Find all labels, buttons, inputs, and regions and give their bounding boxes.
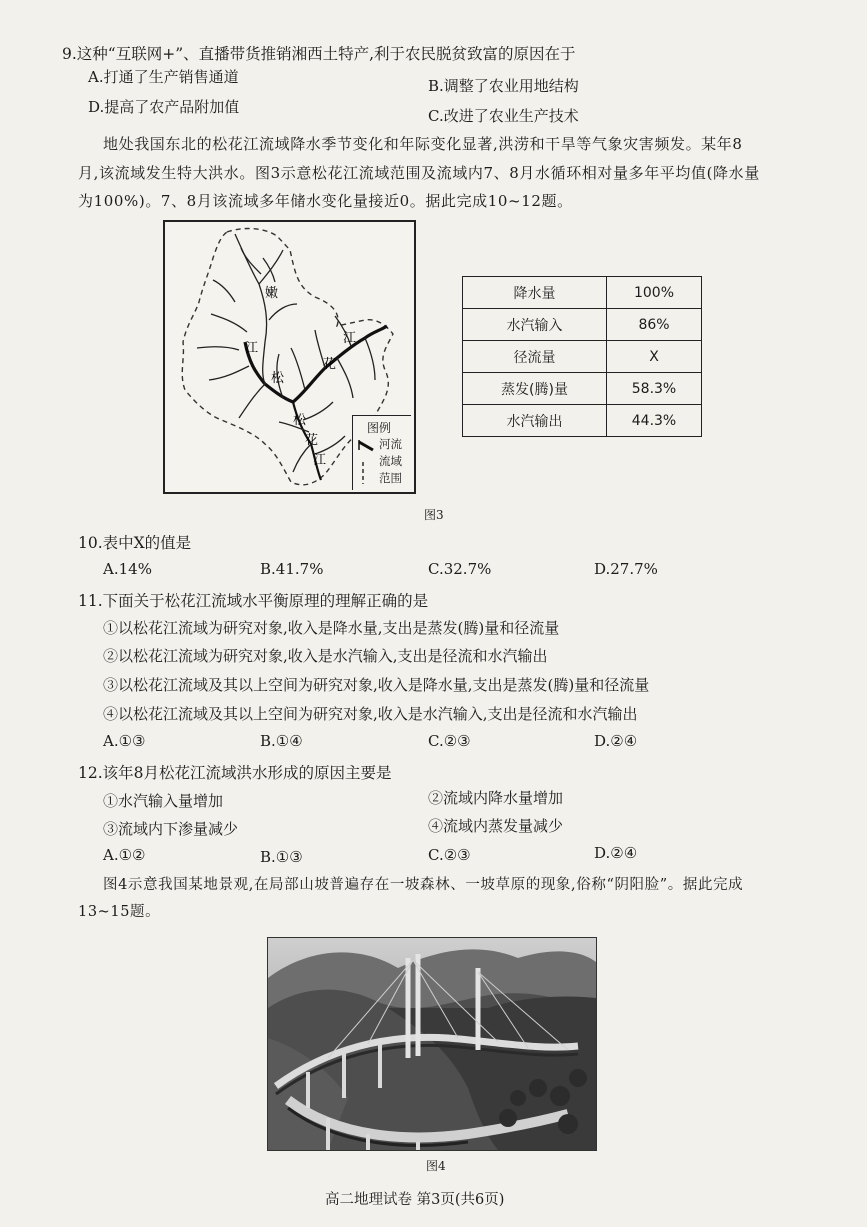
table-key: 水汽输入 — [463, 309, 607, 341]
map-label-hua: 花 — [323, 357, 337, 372]
table-key: 降水量 — [463, 277, 607, 309]
table-key: 径流量 — [463, 341, 607, 373]
q11-statement-4: ④以松花江流域及其以上空间为研究对象,收入是水汽输入,支出是径流和水汽输出 — [103, 705, 638, 723]
table-key: 蒸发(腾)量 — [463, 373, 607, 405]
table-key: 水汽输出 — [463, 405, 607, 437]
legend-basin-label-1: 流域 — [379, 454, 402, 468]
q11-stem: 11.下面关于松花江流域水平衡原理的理解正确的是 — [78, 592, 429, 610]
q11-option-a: A.①③ — [103, 732, 146, 750]
q12-statement-4: ④流域内蒸发量减少 — [428, 817, 564, 835]
water-cycle-table — [462, 276, 702, 437]
q11-option-b: B.①④ — [260, 732, 303, 750]
table-value: X — [607, 341, 702, 373]
table-row — [463, 373, 702, 405]
passage1-line-2: 月,该流域发生特大洪水。图3示意松花江流域范围及流域内7、8月水循环相对量多年平均值(降水量 — [78, 164, 760, 182]
q9-option-b: B.调整了农业用地结构 — [428, 77, 579, 95]
landscape-photo — [267, 937, 597, 1151]
page-footer: 高二地理试卷 第3页(共6页) — [325, 1192, 505, 1208]
fig4-caption: 图4 — [426, 1159, 446, 1173]
map-label-song: 松 — [271, 371, 285, 386]
legend-river-symbol — [359, 442, 373, 450]
map-label-song2: 松 — [293, 413, 307, 428]
legend-river-label: 河流 — [379, 437, 402, 451]
q11-option-c: C.②③ — [428, 732, 471, 750]
q10-option-d: D.27.7% — [594, 560, 658, 578]
q11-statement-3: ③以松花江流域及其以上空间为研究对象,收入是降水量,支出是蒸发(腾)量和径流量 — [103, 676, 650, 694]
q12-statement-3: ③流域内下渗量减少 — [103, 820, 239, 838]
q9-option-a: A.打通了生产销售通道 — [88, 68, 239, 86]
map-label-hua2: 花 — [305, 433, 319, 448]
map-label-nen: 嫩 — [265, 286, 279, 301]
legend-basin-label-2: 范围 — [379, 471, 402, 485]
passage1-line-1: 地处我国东北的松花江流域降水季节变化和年际变化显著,洪涝和干旱等气象灾害频发。某年8 — [103, 135, 743, 153]
table-value: 58.3% — [607, 373, 702, 405]
q11-statement-2: ②以松花江流域为研究对象,收入是水汽输入,支出是径流和水汽输出 — [103, 647, 548, 665]
q12-statement-1: ①水汽输入量增加 — [103, 792, 224, 810]
q10-stem: 10.表中X的值是 — [78, 534, 192, 552]
q12-option-b: B.①③ — [260, 848, 303, 866]
q12-option-d: D.②④ — [594, 844, 638, 862]
q12-option-a: A.①② — [103, 846, 146, 864]
q9-option-d: D.提高了农产品附加值 — [88, 98, 240, 116]
q12-statement-2: ②流域内降水量增加 — [428, 789, 564, 807]
q11-statement-1: ①以松花江流域为研究对象,收入是降水量,支出是蒸发(腾)量和径流量 — [103, 619, 560, 637]
map-legend — [352, 415, 411, 490]
legend-title: 图例 — [367, 421, 392, 435]
map-label-jiang-left: 江 — [245, 341, 259, 356]
q9-stem: 9.这种“互联网+”、直播带货推销湘西土特产,利于农民脱贫致富的原因在于 — [62, 45, 576, 63]
map-label-jiang-right: 江 — [343, 331, 357, 346]
q12-option-c: C.②③ — [428, 846, 471, 864]
q9-option-c: C.改进了农业生产技术 — [428, 107, 579, 125]
fig3-caption: 图3 — [424, 508, 444, 522]
passage2-line-2: 13~15题。 — [78, 904, 161, 920]
q10-option-a: A.14% — [103, 560, 152, 578]
photo-drawing — [268, 938, 596, 1150]
q10-option-c: C.32.7% — [428, 560, 492, 578]
q11-option-d: D.②④ — [594, 732, 638, 750]
passage2-line-1: 图4示意我国某地景观,在局部山坡普遍存在一坡森林、一坡草原的现象,俗称“阴阳脸”。据此完成 — [103, 877, 744, 893]
table-value: 44.3% — [607, 405, 702, 437]
table-value: 100% — [607, 277, 702, 309]
map-label-jiang-bottom: 江 — [313, 453, 327, 468]
table-row — [463, 277, 702, 309]
table-row — [463, 309, 702, 341]
legend-symbols — [355, 436, 379, 488]
songhua-basin-map — [163, 220, 416, 494]
q12-stem: 12.该年8月松花江流域洪水形成的原因主要是 — [78, 764, 392, 782]
table-value: 86% — [607, 309, 702, 341]
q10-option-b: B.41.7% — [260, 560, 324, 578]
table-row — [463, 405, 702, 437]
table-row — [463, 341, 702, 373]
passage1-line-3: 为100%)。7、8月该流域多年储水变化量接近0。据此完成10~12题。 — [78, 192, 573, 210]
